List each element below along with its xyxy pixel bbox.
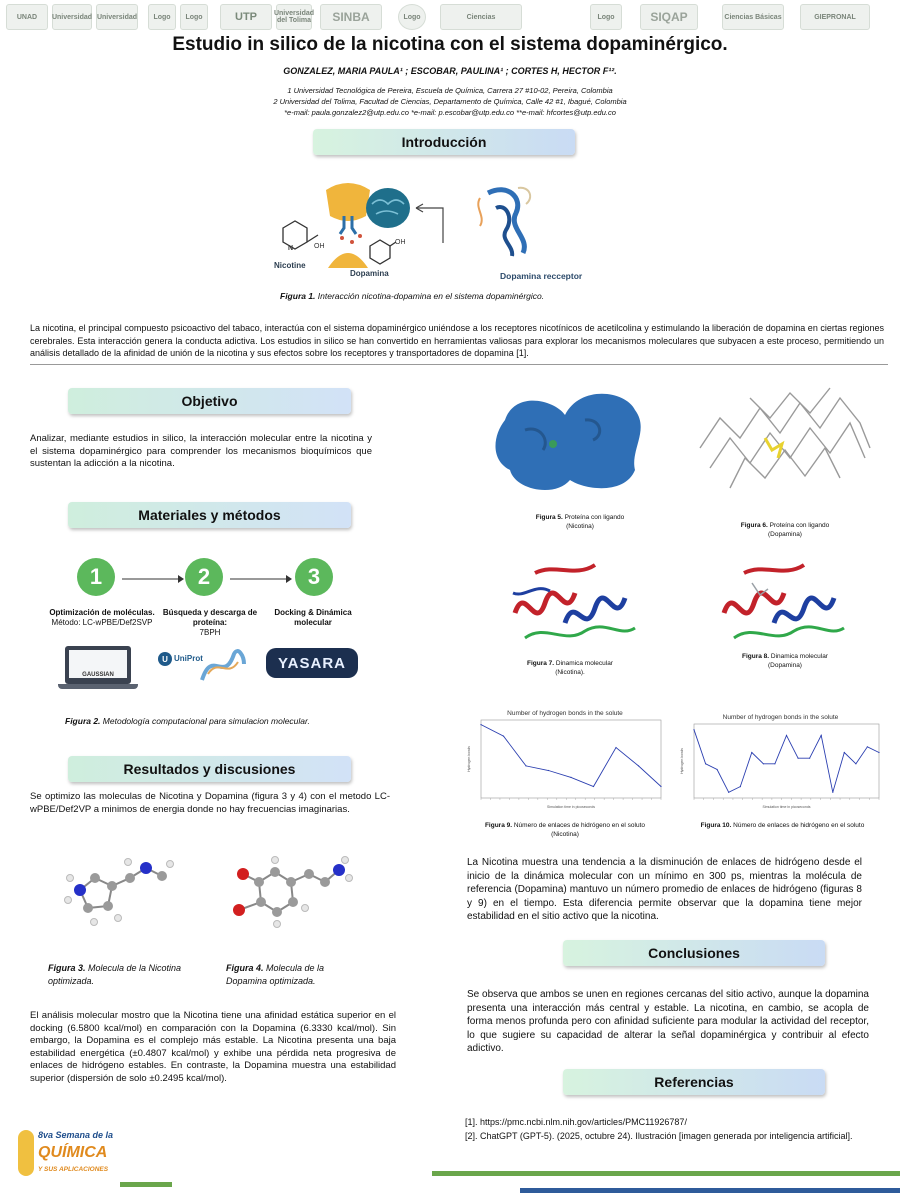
data-point	[786, 735, 787, 736]
data-point	[660, 786, 661, 787]
institution-logo: Logo	[180, 4, 208, 30]
university-logo: Universidad	[52, 4, 92, 30]
seal-logo: Logo	[398, 4, 426, 30]
data-point	[798, 758, 799, 759]
synapse-icon	[326, 183, 370, 268]
figure-5-caption	[500, 514, 660, 531]
figure-3-caption-bold: Figura 3.	[48, 963, 86, 973]
step-3-circle: 3	[295, 558, 333, 596]
referencias-heading: Referencias	[563, 1069, 825, 1095]
event-line-2: QUÍMICA	[38, 1144, 108, 1161]
chart-title: Number of hydrogen bonds in the solute	[722, 714, 839, 721]
figure-8-caption	[705, 653, 865, 670]
data-point	[593, 786, 594, 787]
sinba-logo: SINBA	[320, 4, 382, 30]
data-point	[638, 765, 639, 766]
data-point	[480, 724, 481, 725]
arrow-icon	[416, 208, 443, 243]
data-point	[705, 763, 706, 764]
figure-3-caption	[48, 962, 183, 988]
intro-paragraph: La nicotina, el principal compuesto psicoactivo del tabaco, interactúa con el sistema dopaminérgico uniéndose a los receptores nicotínicos de acetilcolina y estimulando la liberación de dopamina en ciertas regiones cerebrales. Esta interacción genera la conducta adictiva. Los estudios in silico se han convertido en herramientas valiosas para explorar los mecanismos moleculares que subyacen a este proceso, permitiendo un análisis detallado de la afinidad de unión de la nicotina y sus efectos sobre los receptores y transportadores de dopamina [1].	[30, 323, 884, 358]
figure-2-caption-bold: Figura 2.	[65, 716, 101, 726]
figure-9-hbond-chart	[465, 706, 665, 810]
figure-9-caption-bold: Figura 9.	[484, 822, 513, 829]
figure-9-caption-sub: (Nicotina)	[551, 830, 579, 838]
figure-1	[268, 168, 628, 286]
figure-7-caption	[500, 660, 640, 677]
objetivo-paragraph: Analizar, mediante estudios in silico, la interacción molecular entre la nicotina y el sistema dopaminérgico para comprender los mecanismos bioquímicos que sustentan la adicción a la nicotina.	[30, 433, 372, 469]
step-3-title: Docking & Dinámica molecular	[274, 608, 352, 627]
footer-bar	[432, 1171, 900, 1176]
x-axis-label: Simulation time in picoseconds	[546, 805, 596, 809]
affiliation-1: 1 Universidad Tecnológica de Pereira, Escuela de Química, Carrera 27 #10-02, Pereira, Colombia	[287, 86, 613, 95]
event-logo	[18, 1128, 138, 1184]
arrow-icon	[120, 574, 186, 584]
ciencias-basicas-logo: Ciencias Básicas	[722, 4, 784, 30]
figure-5-caption-sub: (Nicotina)	[566, 522, 594, 530]
fig1-dopamina-label: Dopamina	[350, 269, 389, 278]
figure-9-caption	[465, 822, 665, 839]
step-3-text	[268, 608, 358, 628]
data-point	[809, 758, 810, 759]
figure-8-caption-sub: (Dopamina)	[768, 661, 802, 669]
data-point	[728, 792, 729, 793]
affiliation-2: 2 Universidad del Tolima, Facultad de Ciencias, Departamento de Química, Calle 42 #1, Ibagué, Colombia	[273, 97, 627, 106]
figure-2-caption	[65, 716, 310, 726]
data-point	[717, 769, 718, 770]
data-point	[844, 752, 845, 753]
data-point	[867, 746, 868, 747]
data-point	[570, 777, 571, 778]
materiales-heading: Materiales y métodos	[68, 502, 351, 528]
figure-7-caption-bold: Figura 7.	[527, 660, 555, 667]
conclusiones-paragraph: Se observa que ambos se unen en regiones cercanas del sitio activo, aunque la dopamina presenta una interacción más central y estable. La nicotina, en cambio, se acopla de forma menos profunda pero con afinidad suficiente para modular la actividad del receptor, lo que sugiere su capacidad de alterar la señal dopaminérgica y contribuir al efecto adictivo.	[467, 989, 869, 1054]
data-point	[525, 765, 526, 766]
data-point	[763, 763, 764, 764]
uniprot-icon: U	[158, 652, 172, 666]
resultados-paragraph-1: Se optimizo las moleculas de Nicotina y Dopamina (figura 3 y 4) con el metodo LC-wPBE/Def2VP a minimos de energia donde no hay frecuencias imaginarias.	[30, 791, 390, 815]
data-point	[615, 747, 616, 748]
brain-icon	[366, 188, 410, 228]
resultados-heading: Resultados y discusiones	[68, 756, 351, 782]
hbond-paragraph: La Nicotina muestra una tendencia a la disminución de enlaces de hidrógeno desde el inicio de la dinámica molecular con un mínimo en 300 ps, mientras la molécula de referencia (Dopamina) mantuvo un número promedio de enlaces de hidrógeno (figuras 8 y 9) en el tiempo. Esta diferencia permite observar que la dopamina tiene mejor estabilidad en el sitio activo que la nicotina.	[467, 857, 862, 922]
step-1-title: Optimización de moléculas.	[49, 608, 155, 617]
reference-item: [2]. ChatGPT (GPT-5). (2025, octubre 24). Ilustración [imagen generada por inteligencia artificial].	[465, 1131, 853, 1141]
phenol-structure-icon	[370, 240, 396, 264]
figure-6-caption-text: Proteína con ligando	[767, 522, 830, 529]
data-point	[693, 729, 694, 730]
figure-1-caption-bold: Figura 1.	[280, 291, 316, 301]
fig1-oh2-label: OH	[395, 239, 406, 246]
figure-4-dopamine-molecule	[225, 850, 365, 930]
receptor-protein-icon	[478, 188, 530, 256]
institution-logo: Logo	[590, 4, 622, 30]
figure-2	[30, 548, 390, 698]
gaussian-label: GAUSSIAN	[69, 650, 127, 678]
data-point	[548, 770, 549, 771]
figure-4-caption	[226, 962, 361, 988]
figure-2-caption-text: Metodología computacional para simulacion molecular.	[100, 716, 310, 726]
data-point	[832, 792, 833, 793]
figure-8-caption-bold: Figura 8.	[742, 653, 770, 660]
email-line: *e-mail: paula.gonzalez2@utp.edu.co *e-mail: p.escobar@utp.edu.co **e-mail: hfcortes@utp.edu.co	[284, 108, 616, 117]
data-point	[855, 763, 856, 764]
data-point	[878, 752, 879, 753]
arrow-icon	[228, 574, 294, 584]
ciencias-logo: Ciencias	[440, 4, 522, 30]
step-1-detail: Método: LC-wPBE/Def2SVP	[51, 618, 153, 627]
ut-logo: Universidad del Tolima	[276, 4, 312, 30]
figure-7-caption-text: Dinamica molecular	[554, 660, 613, 667]
fig1-receptor-label: Dopamina recceptor	[500, 271, 583, 281]
conclusiones-heading: Conclusiones	[563, 940, 825, 966]
authors-line: GONZALEZ, MARIA PAULA¹ ; ESCOBAR, PAULINA¹ ; CORTES H, HECTOR F¹².	[283, 66, 617, 76]
data-point	[774, 763, 775, 764]
figure-6-caption	[705, 522, 865, 539]
resultados-paragraph-2: El análisis molecular mostro que la Nicotina tiene una afinidad estática superior en el docking (6.5800 kcal/mol) en comparación con la Dopamina (6.3330 kcal/mol). Sin embargo, la Dopamina es el complejo más estable. La Nicotina presenta una baja estabilidad energética (±0.4807 kcal/mol) y exhibe una pérdida neta progresiva de enlaces de hidrógeno estables. En contraste, la Dopamina muestra una estabilidad superior (dispersión de solo ±0.2495 kcal/mol).	[30, 1010, 396, 1084]
protein-ribbon-icon	[198, 644, 248, 688]
utp-logo: UTP	[220, 4, 272, 30]
figure-8-molecular-dynamics	[712, 553, 857, 648]
figure-9-caption-text: Número de enlaces de hidrógeno en el soluto	[512, 822, 646, 829]
objetivo-heading: Objetivo	[68, 388, 351, 414]
step-2-circle: 2	[185, 558, 223, 596]
figure-6-caption-sub: (Dopamina)	[768, 530, 802, 538]
figure-3-nicotine-molecule	[50, 850, 180, 930]
figure-10-hbond-chart	[678, 710, 883, 810]
university-logo: Universidad	[96, 4, 138, 30]
figure-6-protein-ligand	[690, 378, 880, 508]
figure-1-caption	[280, 291, 544, 301]
figure-4-caption-text: Molecula de la Dopamina optimizada.	[226, 963, 325, 986]
event-line-3: Y SUS APLICACIONES	[38, 1166, 109, 1173]
flask-icon	[18, 1130, 34, 1176]
intro-heading: Introducción	[313, 129, 575, 155]
fig1-nicotine-label: Nicotine	[274, 261, 306, 270]
figure-3-caption-text: Molecula de la Nicotina optimizada.	[48, 963, 182, 986]
step-2-text	[160, 608, 260, 638]
y-axis-label: Hydrogen bonds	[680, 748, 684, 774]
event-line-1: 8va Semana de la	[38, 1130, 114, 1140]
figure-8-caption-text: Dinamica molecular	[769, 653, 828, 660]
figure-10-caption-bold: Figura 10.	[700, 822, 732, 829]
fig1-n-label: N	[288, 245, 294, 252]
figure-1-illustration	[268, 168, 628, 286]
divider	[30, 364, 888, 365]
step-2-title: Búsqueda y descarga de proteína:	[162, 608, 258, 627]
fig1-oh-label: OH	[314, 243, 325, 250]
figure-5-caption-bold: Figura 5.	[535, 514, 563, 521]
uniprot-label: UniProt	[174, 654, 203, 663]
figure-7-caption-sub: (Nicotina).	[555, 668, 585, 676]
poster-title: Estudio in silico de la nicotina con el sistema dopaminérgico.	[172, 34, 728, 55]
data-point	[740, 786, 741, 787]
figure-4-caption-bold: Figura 4.	[226, 963, 264, 973]
laptop-base	[58, 684, 138, 689]
laptop-icon	[65, 646, 131, 684]
figure-5-caption-text: Proteína con ligando	[562, 514, 625, 521]
figure-10-caption	[680, 822, 885, 831]
data-point	[821, 735, 822, 736]
yasara-logo: YASARA	[266, 648, 358, 678]
y-axis-label: Hydrogen bonds	[467, 746, 471, 772]
siqap-logo: SIQAP	[640, 4, 698, 30]
figure-6-caption-bold: Figura 6.	[740, 522, 768, 529]
step-1-text	[42, 608, 162, 628]
figure-10-caption-text: Número de enlaces de hidrógeno en el soluto	[731, 822, 865, 829]
figure-7-molecular-dynamics	[505, 553, 645, 648]
institution-logo: Logo	[148, 4, 176, 30]
chart-background	[465, 706, 665, 810]
step-2-detail: 7BPH	[199, 628, 221, 637]
reference-item: [1]. https://pmc.ncbi.nlm.nih.gov/articles/PMC11926787/	[465, 1117, 687, 1127]
chart-title: Number of hydrogen bonds in the solute	[507, 710, 623, 717]
figure-1-caption-text: Interacción nicotina-dopamina en el sistema dopaminérgico.	[315, 291, 545, 301]
gieproanal-logo: GIEPRONAL	[800, 4, 870, 30]
data-point	[503, 736, 504, 737]
figure-5-protein-surface	[485, 380, 655, 500]
footer-bar	[520, 1188, 900, 1193]
data-point	[751, 752, 752, 753]
x-axis-label: Simulation time in picoseconds	[762, 805, 811, 809]
footer-bar	[120, 1182, 172, 1187]
unad-logo: UNAD	[6, 4, 48, 30]
step-1-circle: 1	[77, 558, 115, 596]
